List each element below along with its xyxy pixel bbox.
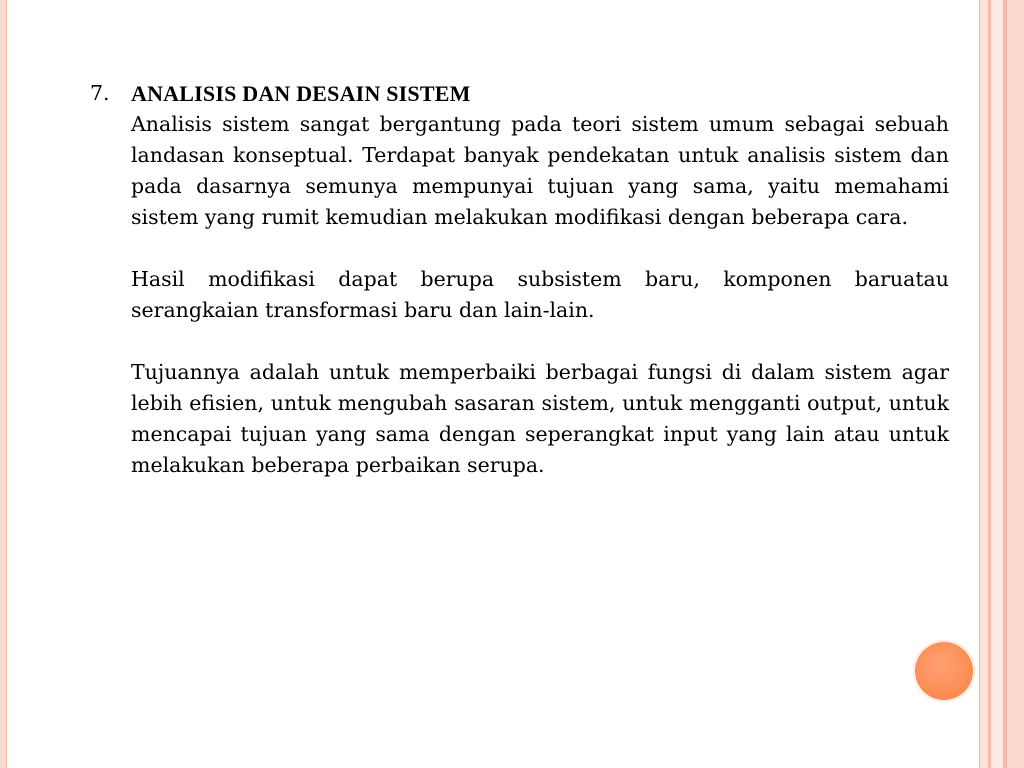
- right-border-decoration: [979, 0, 1024, 768]
- border-stripe: [979, 0, 988, 768]
- slide-content: [90, 78, 950, 481]
- decorative-circle-icon: [913, 640, 975, 702]
- body-paragraph: Tujuannya adalah untuk memperbaiki berbagai fungsi di dalam sistem agar lebih efisien, untuk mengubah sasaran sistem, untuk mengganti output, untuk mencapai tujuan yang sama dengan seperangkat input yang lain atau untuk melakukan beberapa perbaikan serupa.: [131, 360, 949, 477]
- section-number: 7.: [90, 81, 110, 105]
- section-heading-row: [90, 78, 950, 109]
- border-stripe: [1006, 0, 1024, 768]
- body-paragraph: Analisis sistem sangat bergantung pada teori sistem umum sebagai sebuah landasan konseptual. Terdapat banyak pendekatan untuk analisis sistem dan pada dasarnya semunya mempunyai tujuan yang sama, yaitu memahami sistem yang rumit kemudian melakukan modifikasi dengan beberapa cara.: [131, 112, 949, 229]
- section-heading: ANALISIS DAN DESAIN SISTEM: [131, 81, 471, 106]
- border-stripe: [991, 0, 1003, 768]
- body-paragraph: Hasil modifikasi dapat berupa subsistem baru, komponen baruatau serangkaian transformasi baru dan lain-lain.: [131, 267, 949, 322]
- left-border-decoration: [0, 0, 7, 768]
